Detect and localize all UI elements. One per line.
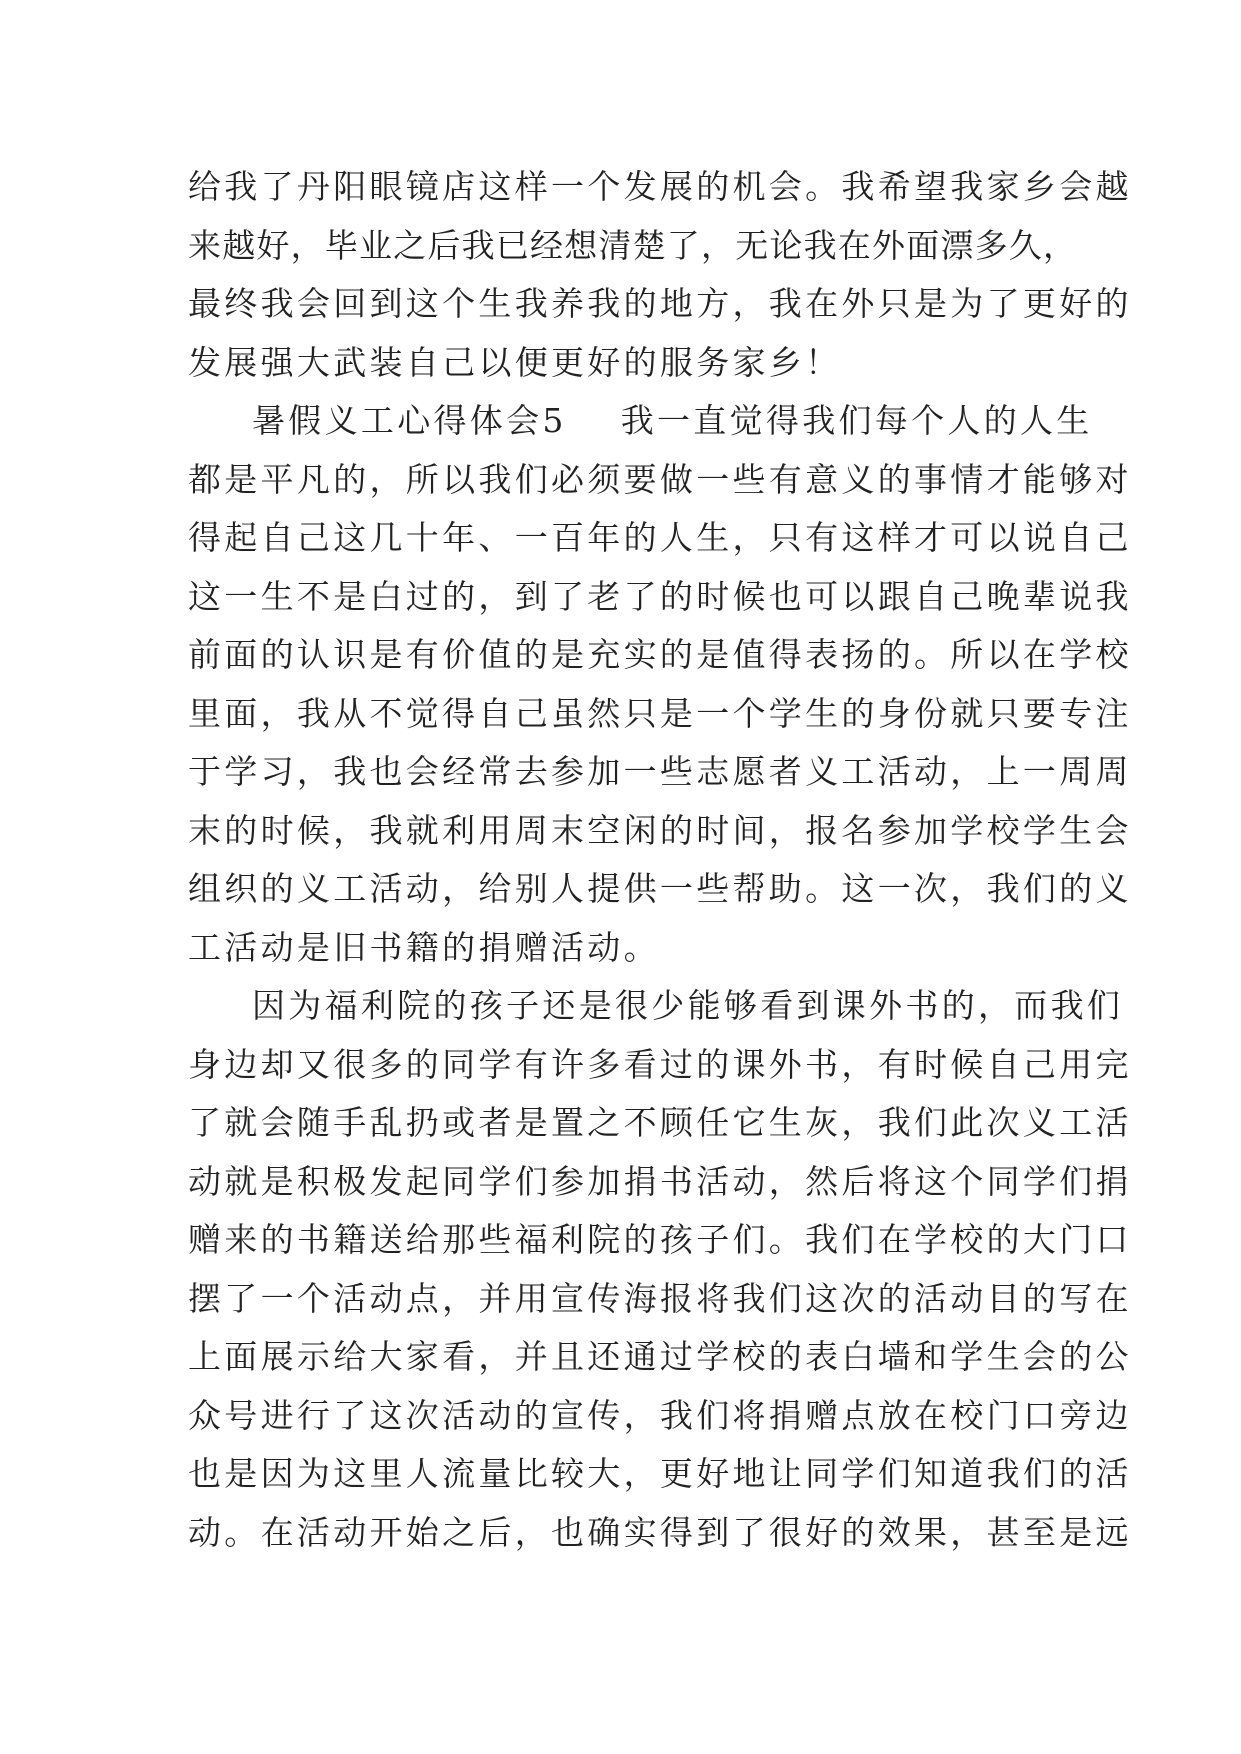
text-line: 得起自己这几十年、一百年的人生，只有这样才可以说自己	[188, 518, 1132, 557]
text-line: 动。在活动开始之后，也确实得到了很好的效果，甚至是远	[188, 1512, 1132, 1552]
text-line: 赠来的书籍送给那些福利院的孩子们。我们在学校的大门口	[188, 1220, 1132, 1259]
section-heading: 暑假义工心得体会5	[252, 401, 567, 440]
text-line: 身边却又很多的同学有许多看过的课外书，有时候自己用完	[188, 1044, 1132, 1084]
text-line: 给我了丹阳眼镜店这样一个发展的机会。我希望我家乡会越	[188, 167, 1132, 206]
text-line: 上面展示给大家看，并且还通过学校的表白墙和学生会的公	[188, 1337, 1132, 1376]
text-line: 都是平凡的，所以我们必须要做一些有意义的事情才能够对	[188, 459, 1132, 499]
text-line: 也是因为这里人流量比较大，更好地让同学们知道我们的活	[188, 1454, 1132, 1493]
text-line: 来越好，毕业之后我已经想清楚了，无论我在外面漂多久，	[188, 225, 1078, 265]
text-line: 动就是积极发起同学们参加捐书活动，然后将这个同学们捐	[188, 1161, 1132, 1201]
text-line: 发展强大武装自己以便更好的服务家乡！	[188, 342, 842, 382]
text-line: 摆了一个活动点，并用宣传海报将我们这次的活动目的写在	[188, 1278, 1132, 1318]
text-line: 里面，我从不觉得自己虽然只是一个学生的身份就只要专注	[188, 693, 1132, 733]
text-line: 于学习，我也会经常去参加一些志愿者义工活动，上一周周	[188, 752, 1132, 791]
text-line: 众号进行了这次活动的宣传，我们将捐赠点放在校门口旁边	[188, 1395, 1132, 1435]
text-line: 前面的认识是有价值的是充实的是值得表扬的。所以在学校	[188, 635, 1132, 674]
text-line-content: 因为福利院的孩子还是很少能够看到课外书的，而我们	[252, 986, 1124, 1025]
text-line: 最终我会回到这个生我养我的地方，我在外只是为了更好的	[188, 284, 1132, 323]
text-line: 末的时候，我就利用周末空闲的时间，报名参加学校学生会	[188, 810, 1132, 850]
text-line: 这一生不是白过的，到了老了的时候也可以跟自己晚辈说我	[188, 576, 1132, 616]
text-line: 组织的义工活动，给别人提供一些帮助。这一次，我们的义	[188, 869, 1132, 908]
document-body	[188, 158, 1132, 1562]
paragraph-first-line	[188, 977, 1124, 1036]
section-heading-line	[188, 392, 1093, 451]
text-line: 工活动是旧书籍的捐赠活动。	[188, 927, 660, 967]
text-line-continuation: 我一直觉得我们每个人的人生	[620, 401, 1093, 440]
text-line: 了就会随手乱扔或者是置之不顾任它生灰，我们此次义工活	[188, 1103, 1132, 1142]
